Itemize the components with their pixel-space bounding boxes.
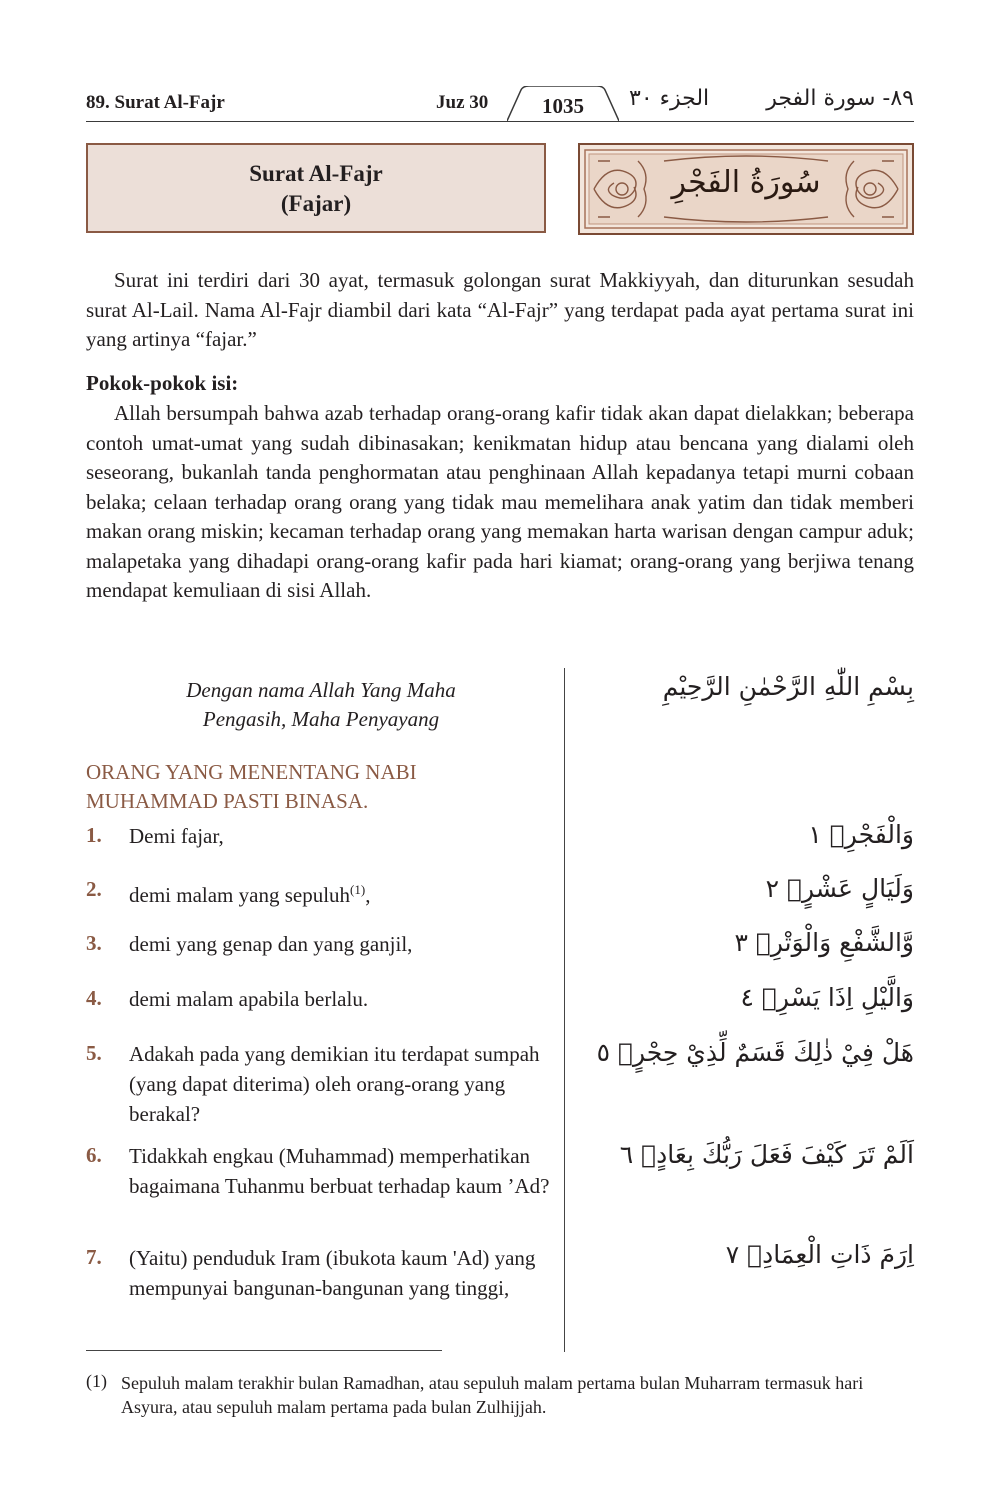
bismillah-translation [86, 676, 556, 734]
pokok-paragraph: Allah bersumpah bahwa azab terhadap orang-orang kafir tidak akan dapat dielakkan; beberapa contoh umat-umat yang sudah dibinasakan; kenikmatan hidup atau bencana yang dialami oleh seseorang, bukanlah tanda penghormatan atau penghinaan Allah kepadanya tetapi murni cobaan belaka; celaan terhadap orang orang yang tidak mau memelihara anak yatim dan tidak memberi makan orang miskin; kecaman terhadap orang yang memakan harta warisan dengan campur aduk; malapetaka yang dihadapi orang-orang kafir pada hari kiamat; orang-orang yang berjiwa tenang mendapat kemuliaan di sisi Allah. [86, 401, 914, 602]
verse-translation: Adakah pada yang demikian itu terdapat sumpah (yang dapat diterima) oleh orang-orang yang berakal? [129, 1042, 540, 1126]
footnote-number: (1) [86, 1371, 107, 1391]
verse-number: 3. [86, 931, 102, 955]
bismillah-arabic: بِسْمِ اللّٰهِ الرَّحْمٰنِ الرَّحِيْمِ [662, 672, 914, 701]
verse-arabic: اَلَمْ تَرَ كَيْفَ فَعَلَ رَبُّكَ بِعَادٍۖ ٦ [619, 1140, 914, 1169]
calligraphy-ornament [578, 143, 914, 235]
header-juz-arabic: الجزء ٣٠ [629, 86, 710, 111]
verse-arabic: وَالَّيْلِ اِذَا يَسْرِۚ ٤ [740, 983, 914, 1012]
footnote-text: Sepuluh malam terakhir bulan Ramadhan, atau sepuluh malam pertama bulan Muharram termasuk hari Asyura, atau sepuluh malam pertama pada bulan Zulhijjah. [121, 1373, 864, 1417]
header-rule [86, 121, 914, 122]
verse-number: 4. [86, 986, 102, 1010]
verse-text: demi malam yang sepuluh [129, 883, 351, 907]
footnote-rule [86, 1350, 442, 1351]
verse-punct: , [365, 883, 371, 907]
verse-arabic: هَلْ فِيْ ذٰلِكَ قَسَمٌ لِّذِيْ حِجْرٍۗ ٥ [596, 1038, 914, 1067]
verse-number: 7. [86, 1245, 102, 1269]
section-heading-line-2: MUHAMMAD PASTI BINASA. [86, 789, 369, 813]
verse-arabic: اِرَمَ ذَاتِ الْعِمَادِۖ ٧ [725, 1240, 914, 1269]
surah-calligraphy: سُورَةُ الفَجْرِ [671, 165, 821, 200]
pokok-heading: Pokok-pokok isi: [86, 371, 239, 395]
verse-translation: (Yaitu) penduduk Iram (ibukota kaum 'Ad) yang mempunyai bangunan-bangunan yang tinggi, [129, 1246, 536, 1300]
column-divider [564, 668, 565, 1352]
header-surah-arabic: ٨٩- سورة الفجر [766, 86, 914, 111]
verse-translation: Demi fajar, [129, 824, 224, 848]
surah-title: Surat Al-Fajr [249, 161, 383, 186]
page-header [86, 88, 914, 128]
bismillah-line-1: Dengan nama Allah Yang Maha [186, 678, 456, 702]
bismillah-line-2: Pengasih, Maha Penyayang [202, 707, 440, 731]
verse-number: 5. [86, 1041, 102, 1065]
verse-translation: demi malam apabila berlalu. [129, 987, 369, 1011]
verse-arabic: وَلَيَالٍ عَشْرٍۙ ٢ [765, 874, 914, 903]
intro-paragraph: Surat ini terdiri dari 30 ayat, termasuk golongan surat Makkiyyah, dan diturunkan sesudah surat Al-Lail. Nama Al-Fajr diambil dari kata “Al-Fajr” yang terdapat pada ayat pertama surat ini yang artinya “fajar.” [86, 268, 914, 351]
page-number: 1035 [542, 94, 584, 118]
surah-title-meaning: (Fajar) [280, 191, 352, 216]
section-heading [86, 758, 417, 816]
verse-number: 2. [86, 877, 102, 901]
verse-translation [129, 875, 557, 910]
verse-arabic: وَالْفَجْرِۙ ١ [808, 820, 914, 849]
verse-translation: Tidakkah engkau (Muhammad) memperhatikan bagaimana Tuhanmu berbuat terhadap kaum ’Ad? [129, 1144, 550, 1198]
section-heading-line-1: ORANG YANG MENENTANG NABI [86, 760, 417, 784]
header-juz-latin: Juz 30 [436, 92, 489, 113]
footnote-ref: (1) [350, 882, 366, 897]
verse-number: 6. [86, 1143, 102, 1167]
verse-arabic: وَّالشَّفْعِ وَالْوَتْرِۙ ٣ [734, 928, 914, 957]
verse-translation: demi yang genap dan yang ganjil, [129, 932, 413, 956]
verse-number: 1. [86, 823, 102, 847]
header-surah-latin: 89. Surat Al-Fajr [86, 92, 225, 113]
surah-title-box [86, 143, 546, 233]
